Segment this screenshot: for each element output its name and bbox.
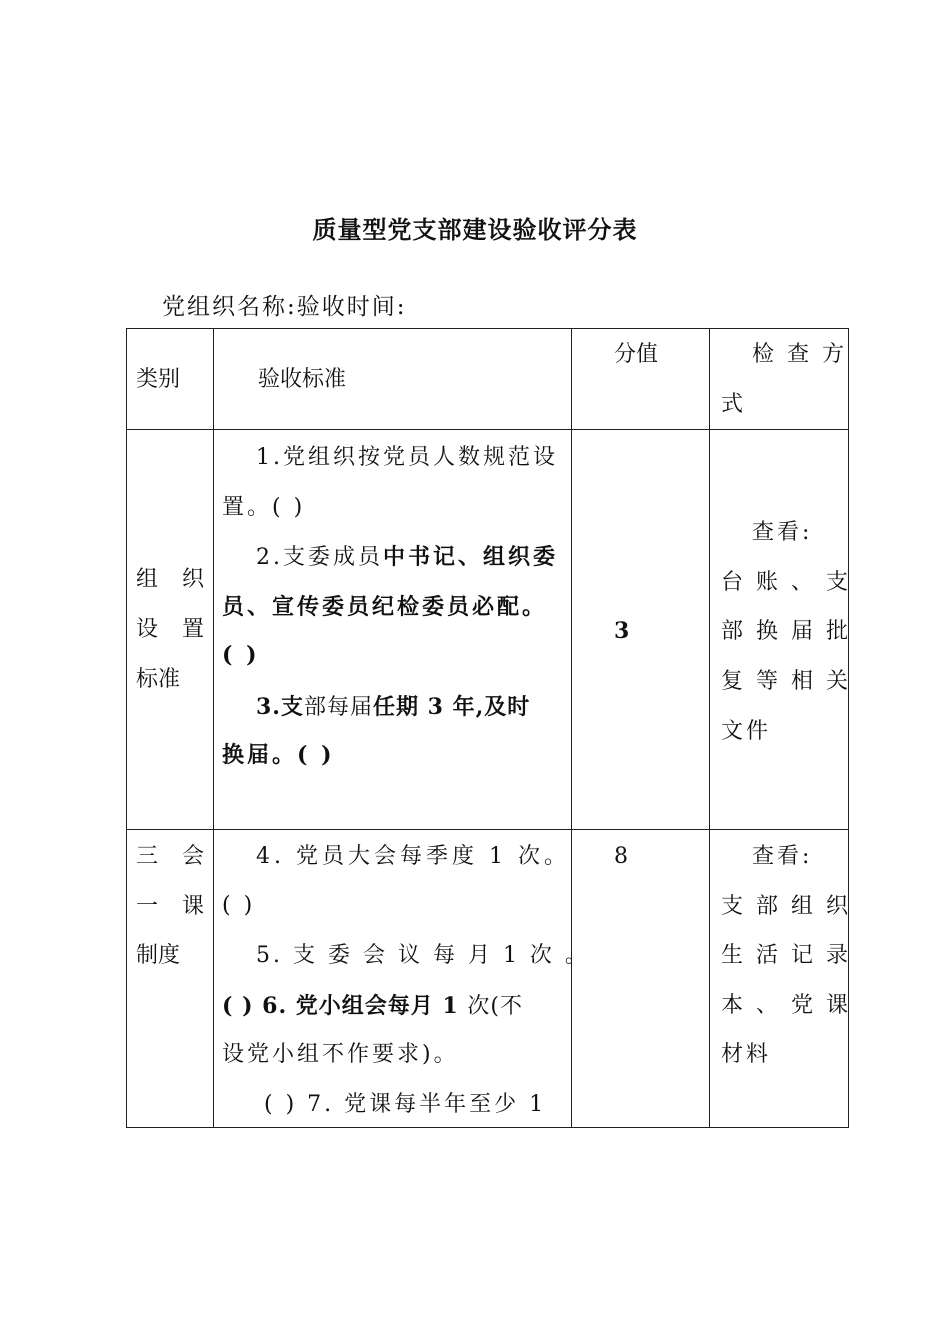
table-border-top [126,328,849,329]
standard-line: 换届。( ) [222,742,335,768]
category-char: 一 [136,894,159,919]
standard-bold-text: 中书记、组织委 [383,544,559,570]
method-line: 部 换 届 批 [721,619,851,644]
meta-line [162,288,407,321]
header-method-line1: 检 查 方 [752,342,847,367]
inspection-time-label: 验收时间: [296,294,407,320]
category-char: 三 [136,844,159,869]
standard-bold-text: 支 [280,694,304,720]
org-name-label: 党组织名称: [162,294,297,320]
category-line [136,832,204,882]
header-category: 类别 [136,367,181,392]
column-divider-2 [571,328,572,1128]
category-char: 设 [136,617,159,642]
standard-line: 5. 支 委 会 议 每 月 1 次 。 [256,943,590,968]
standard-text: 次(不 [467,994,523,1019]
standard-bold-text: 任期 3 年,及时 [373,694,531,720]
document-title: 质量型党支部建设验收评分表 [312,215,638,244]
column-divider-3 [709,328,710,1128]
method-line: 材料 [721,1042,772,1067]
column-divider-1 [213,328,214,1128]
row-divider-2 [126,829,849,830]
standard-line: 4. 党员大会每季度 1 次。 [256,844,570,869]
category-line [136,605,204,655]
standard-line: 1.党组织按党员人数规范设 [256,445,558,470]
header-method-line2: 式 [721,392,744,417]
standard-bold-text: ( ) 6. 党小组会每月 1 [222,993,468,1019]
standard-bold-text: 3. [256,694,281,720]
method-line: 复 等 相 关 [721,669,851,694]
category-line: 制度 [136,943,181,968]
standard-line: ( ) [222,893,256,918]
method-line: 查看: [752,520,813,545]
category-line: 标准 [136,667,181,692]
category-line [136,882,204,932]
standard-line: ( ) 7. 党课每半年至少 1 [264,1092,547,1117]
table-border-left [126,328,127,1128]
standard-line: ( ) [222,642,260,668]
standard-line [222,981,523,1032]
header-standard: 验收标准 [258,367,347,392]
method-line: 文件 [721,719,772,744]
category-char: 课 [181,894,204,919]
score-value: 3 [614,618,630,644]
category-char: 置 [181,617,204,642]
method-line: 生 活 记 录 [721,943,851,968]
category-char: 组 [136,567,159,592]
category-line [136,555,204,605]
method-line: 查看: [752,844,813,869]
standard-line: 员、宣传委员纪检委员必配。 [222,594,548,620]
standard-text: 2.支委成员 [256,545,383,570]
score-value: 8 [614,844,628,869]
method-line: 台 账 、 支 [721,570,851,595]
standard-line: 设党小组不作要求)。 [222,1042,459,1067]
category-char: 织 [181,567,204,592]
standard-line: 置。( ) [222,495,306,520]
method-line: 支 部 组 织 [721,894,851,919]
category-char: 会 [181,844,204,869]
header-score: 分值 [614,342,659,367]
standard-text: 部每届 [303,695,373,720]
method-line: 本 、 党 课 [721,993,851,1018]
standard-line [256,532,558,583]
standard-line [256,682,530,733]
